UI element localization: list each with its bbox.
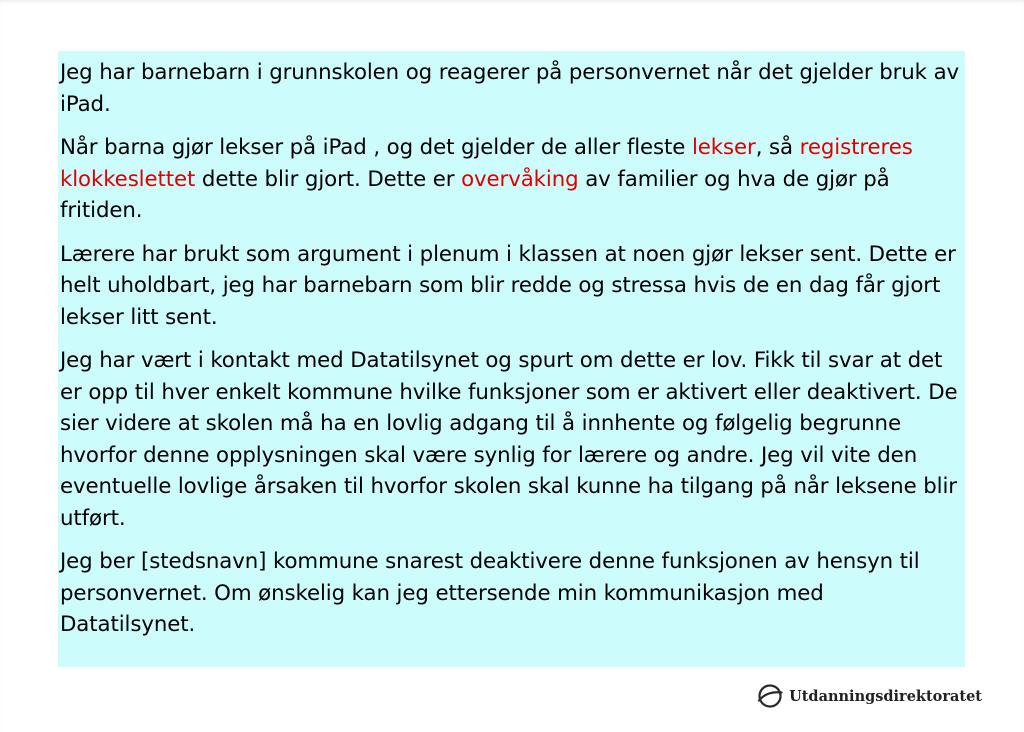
paragraph-text: Jeg har vært i kontakt med Datatilsynet og spurt om dette er lov. Fikk til svar at det er opp til hver enkelt kommune hvilke funksjoner som er aktivert eller deaktivert. De sier videre at skolen må ha en lovlig adgang til å innhente og følgelig begrunne hvorfor denne opplysningen skal være synlig for lærere og andre. Jeg vil vite den eventuelle lovlige årsaken til hvorfor skolen skal kunne ha tilgang på når leksene blir utført. [60,348,958,531]
udir-logo [757,683,982,709]
paragraph-5 [60,546,965,641]
paragraph-2 [60,132,965,227]
udir-logo-icon [757,683,783,709]
paragraph-text: , så [755,135,800,160]
paragraph-text: Jeg ber [stedsnavn] kommune snarest deaktivere denne funksjonen av hensyn til personvernet. Om ønskelig kan jeg ettersende min kommunikasjon med Datatilsynet. [60,549,920,637]
paragraph-text: dette blir gjort. Dette er [195,166,462,192]
paragraph-4 [60,345,965,534]
paragraph-1 [60,57,965,120]
paragraph-text: Lærere har brukt som argument i plenum i klassen at noen gjør lekser sent. Dette er helt uholdbart, jeg har barnebarn som blir redde og stressa hvis de en dag får gjort lekser litt sent. [60,241,956,330]
paragraph-3 [60,239,965,334]
logo-text: Utdanningsdirektoratet [789,687,982,705]
text-box [58,51,965,667]
paragraph-text: Når barna gjør lekser på iPad , og det gjelder de aller fleste [60,135,692,160]
highlighted-word-lekser: lekser [691,135,756,160]
highlighted-word-overvaking: overvåking [461,166,579,192]
paragraph-text: av familier og hva de gjør på fritiden. [60,166,890,223]
highlighted-phrase-registreres: registreres klokkeslettet [60,135,913,192]
paragraph-text: Jeg har barnebarn i grunnskolen og reagerer på personvernet når det gjelder bruk av iPad. [60,60,960,117]
